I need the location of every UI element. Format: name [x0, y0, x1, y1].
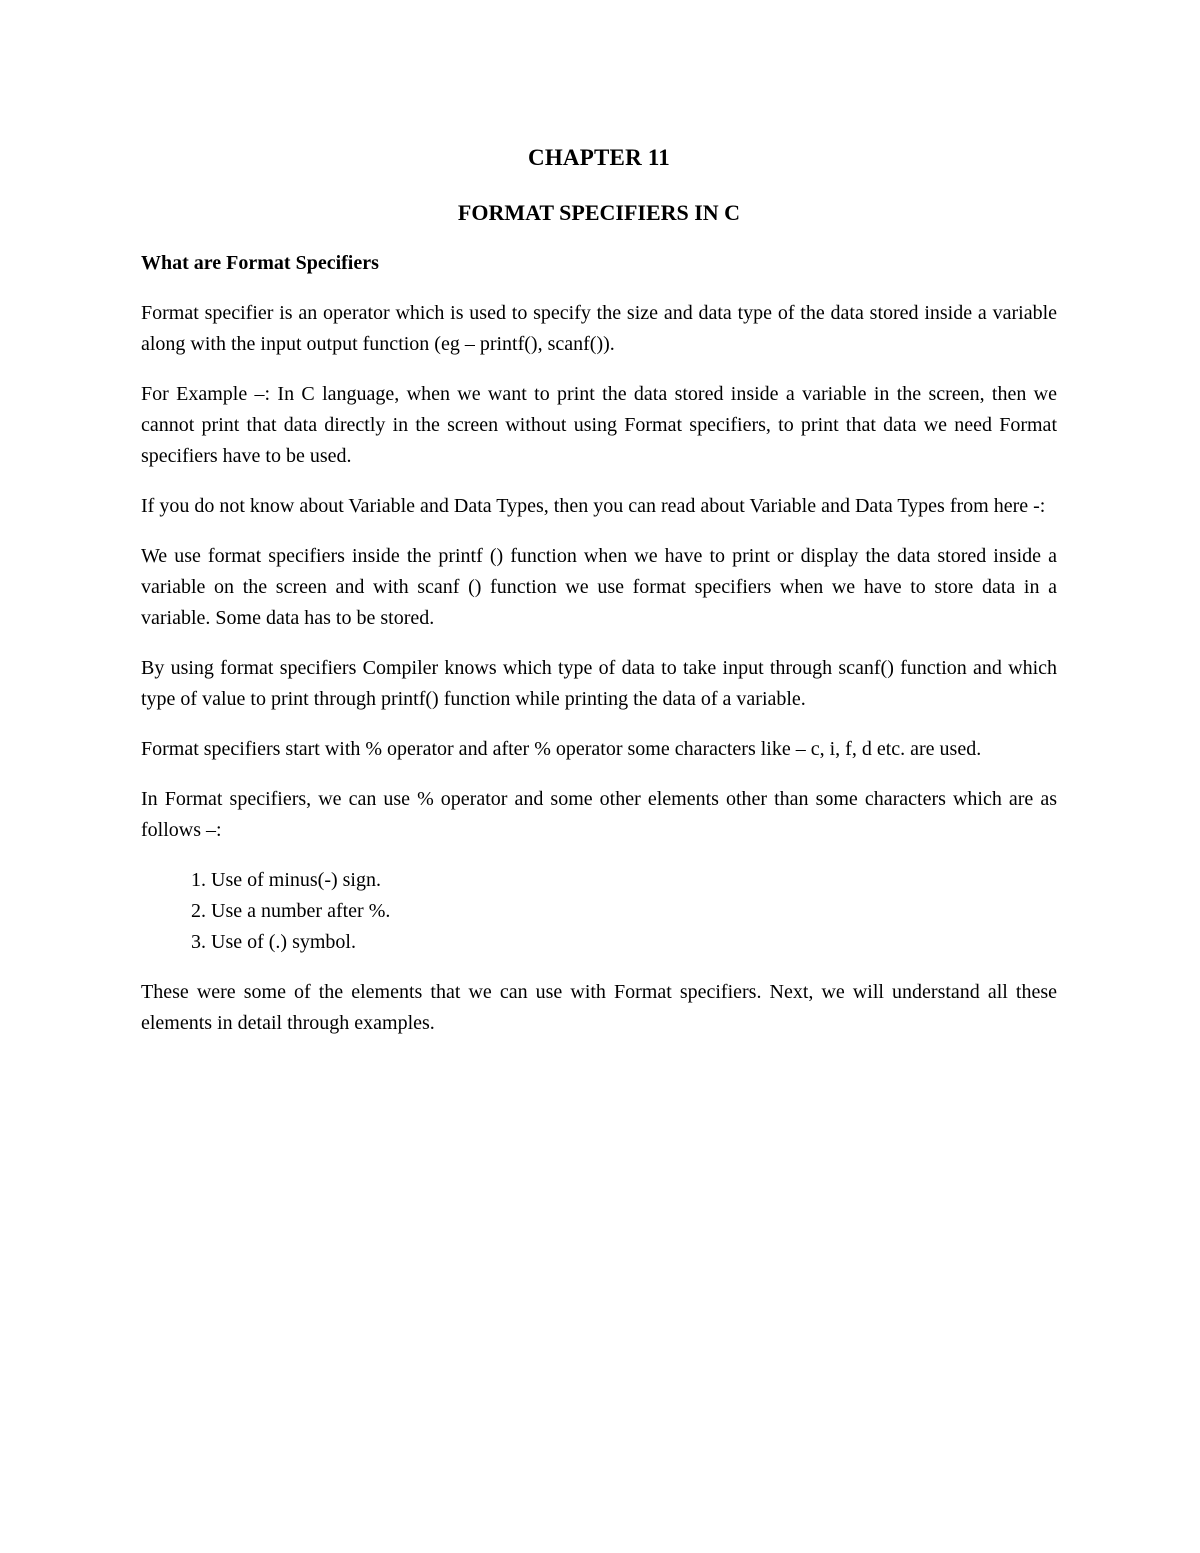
- list-item: 3. Use of (.) symbol.: [211, 927, 1057, 958]
- paragraph-printf-scanf: We use format specifiers inside the printf () function when we have to print or display the data stored inside a variable on the screen and with scanf () function we use format specifiers when we have to store data in a variable. Some data has to be stored.: [141, 545, 1057, 629]
- paragraph-definition: Format specifier is an operator which is used to specify the size and data type of the data stored inside a variable along with the input output function (eg – printf(), scanf()).: [141, 302, 1057, 355]
- paragraph-compiler: By using format specifiers Compiler knows which type of data to take input through scanf() function and which type of value to print through printf() function while printing the data of a variable.: [141, 657, 1057, 710]
- paragraph-variables-reference: If you do not know about Variable and Data Types, then you can read about Variable and Data Types from here -:: [141, 495, 1046, 517]
- list-item: 1. Use of minus(-) sign.: [211, 865, 1057, 896]
- paragraph-closing: These were some of the elements that we can use with Format specifiers. Next, we will understand all these elements in detail through examples.: [141, 981, 1057, 1034]
- paragraph-example: For Example –: In C language, when we want to print the data stored inside a variable in the screen, then we cannot print that data directly in the screen without using Format specifiers, to print that data we need Format specifiers have to be used.: [141, 383, 1057, 467]
- elements-list: [141, 865, 1057, 958]
- page-content: [141, 140, 1057, 1058]
- paragraph-elements-intro: In Format specifiers, we can use % operator and some other elements other than some characters which are as follows –:: [141, 788, 1057, 841]
- section-heading: What are Format Specifiers: [141, 252, 379, 274]
- list-item: 2. Use a number after %.: [211, 896, 1057, 927]
- paragraph-percent-operator: Format specifiers start with % operator and after % operator some characters like – c, i, f, d etc. are used.: [141, 738, 982, 760]
- chapter-number: CHAPTER 11: [528, 145, 670, 170]
- chapter-title: FORMAT SPECIFIERS IN C: [457, 200, 741, 225]
